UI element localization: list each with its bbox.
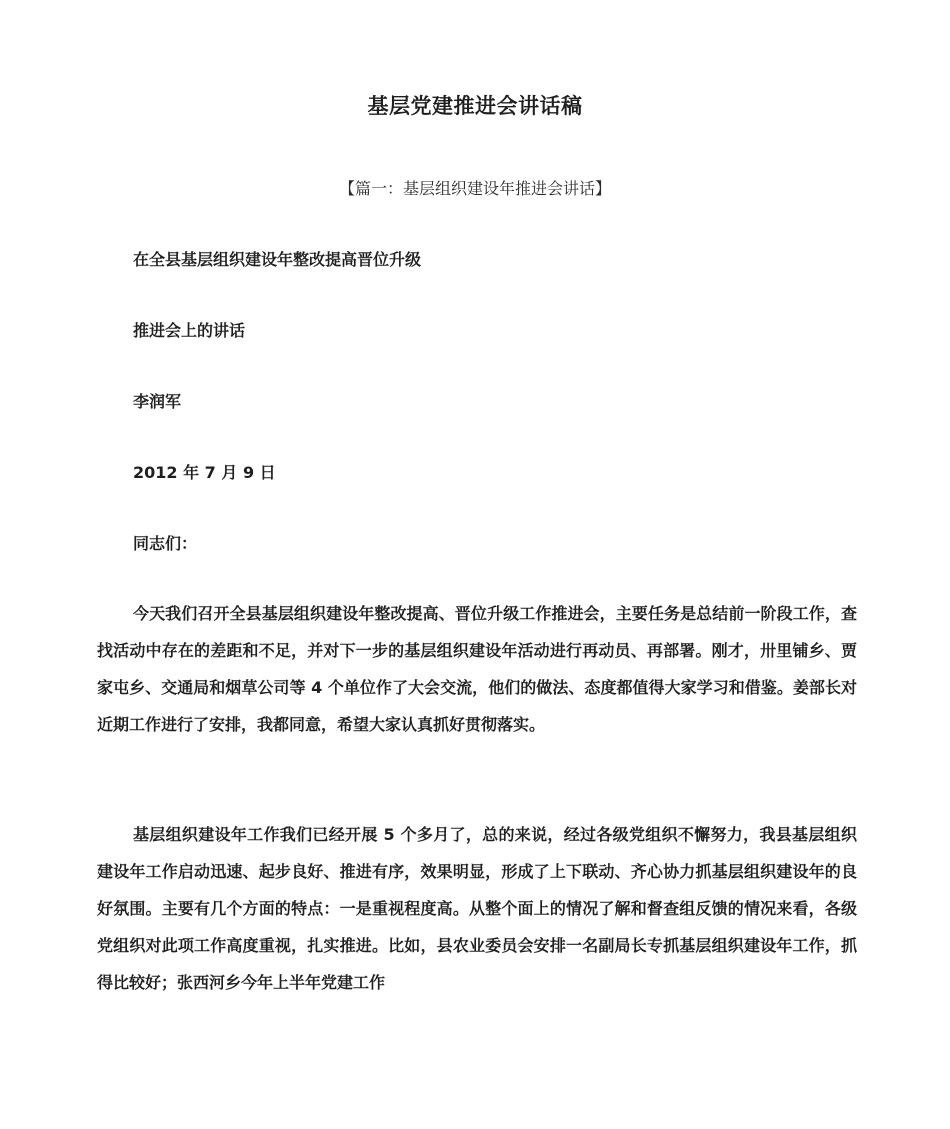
author-name: 李润军 bbox=[133, 392, 182, 411]
speech-date: 2012 年 7 月 9 日 bbox=[133, 463, 276, 482]
section-heading: 【篇一：基层组织建设年推进会讲话】 bbox=[338, 179, 611, 198]
body-paragraph-1: 今天我们召开全县基层组织建设年整改提高、晋位升级工作推进会，主要任务是总结前一阶段工作，查找活动中存在的差距和不足，并对下一步的基层组织建设年活动进行再动员、再部署。刚才，卅里铺乡、贾家屯乡、交通局和烟草公司等 4 个单位作了大会交流，他们的做法、态度都值得大家学习和借鉴。姜部长对近期工作进行了安排，我都同意，希望大家认真抓好贯彻落实。 bbox=[97, 604, 857, 734]
document-title: 基层党建推进会讲话稿 bbox=[367, 94, 583, 118]
body-paragraph-2: 基层组织建设年工作我们已经开展 5 个多月了，总的来说，经过各级党组织不懈努力，我县基层组织建设年工作启动迅速、起步良好、推进有序，效果明显，形成了上下联动、齐心协力抓基层组织建设年的良好氛围。主要有几个方面的特点：一是重视程度高。从整个面上的情况了解和督查组反馈的情况来看，各级党组织对此项工作高度重视，扎实推进。比如，县农业委员会安排一名副局长专抓基层组织建设年工作，抓得比较好；张西河乡今年上半年党建工作 bbox=[97, 825, 857, 992]
salutation: 同志们： bbox=[133, 534, 198, 553]
speech-title-line-2: 推进会上的讲话 bbox=[133, 321, 246, 340]
speech-title-line-1: 在全县基层组织建设年整改提高晋位升级 bbox=[133, 250, 422, 269]
